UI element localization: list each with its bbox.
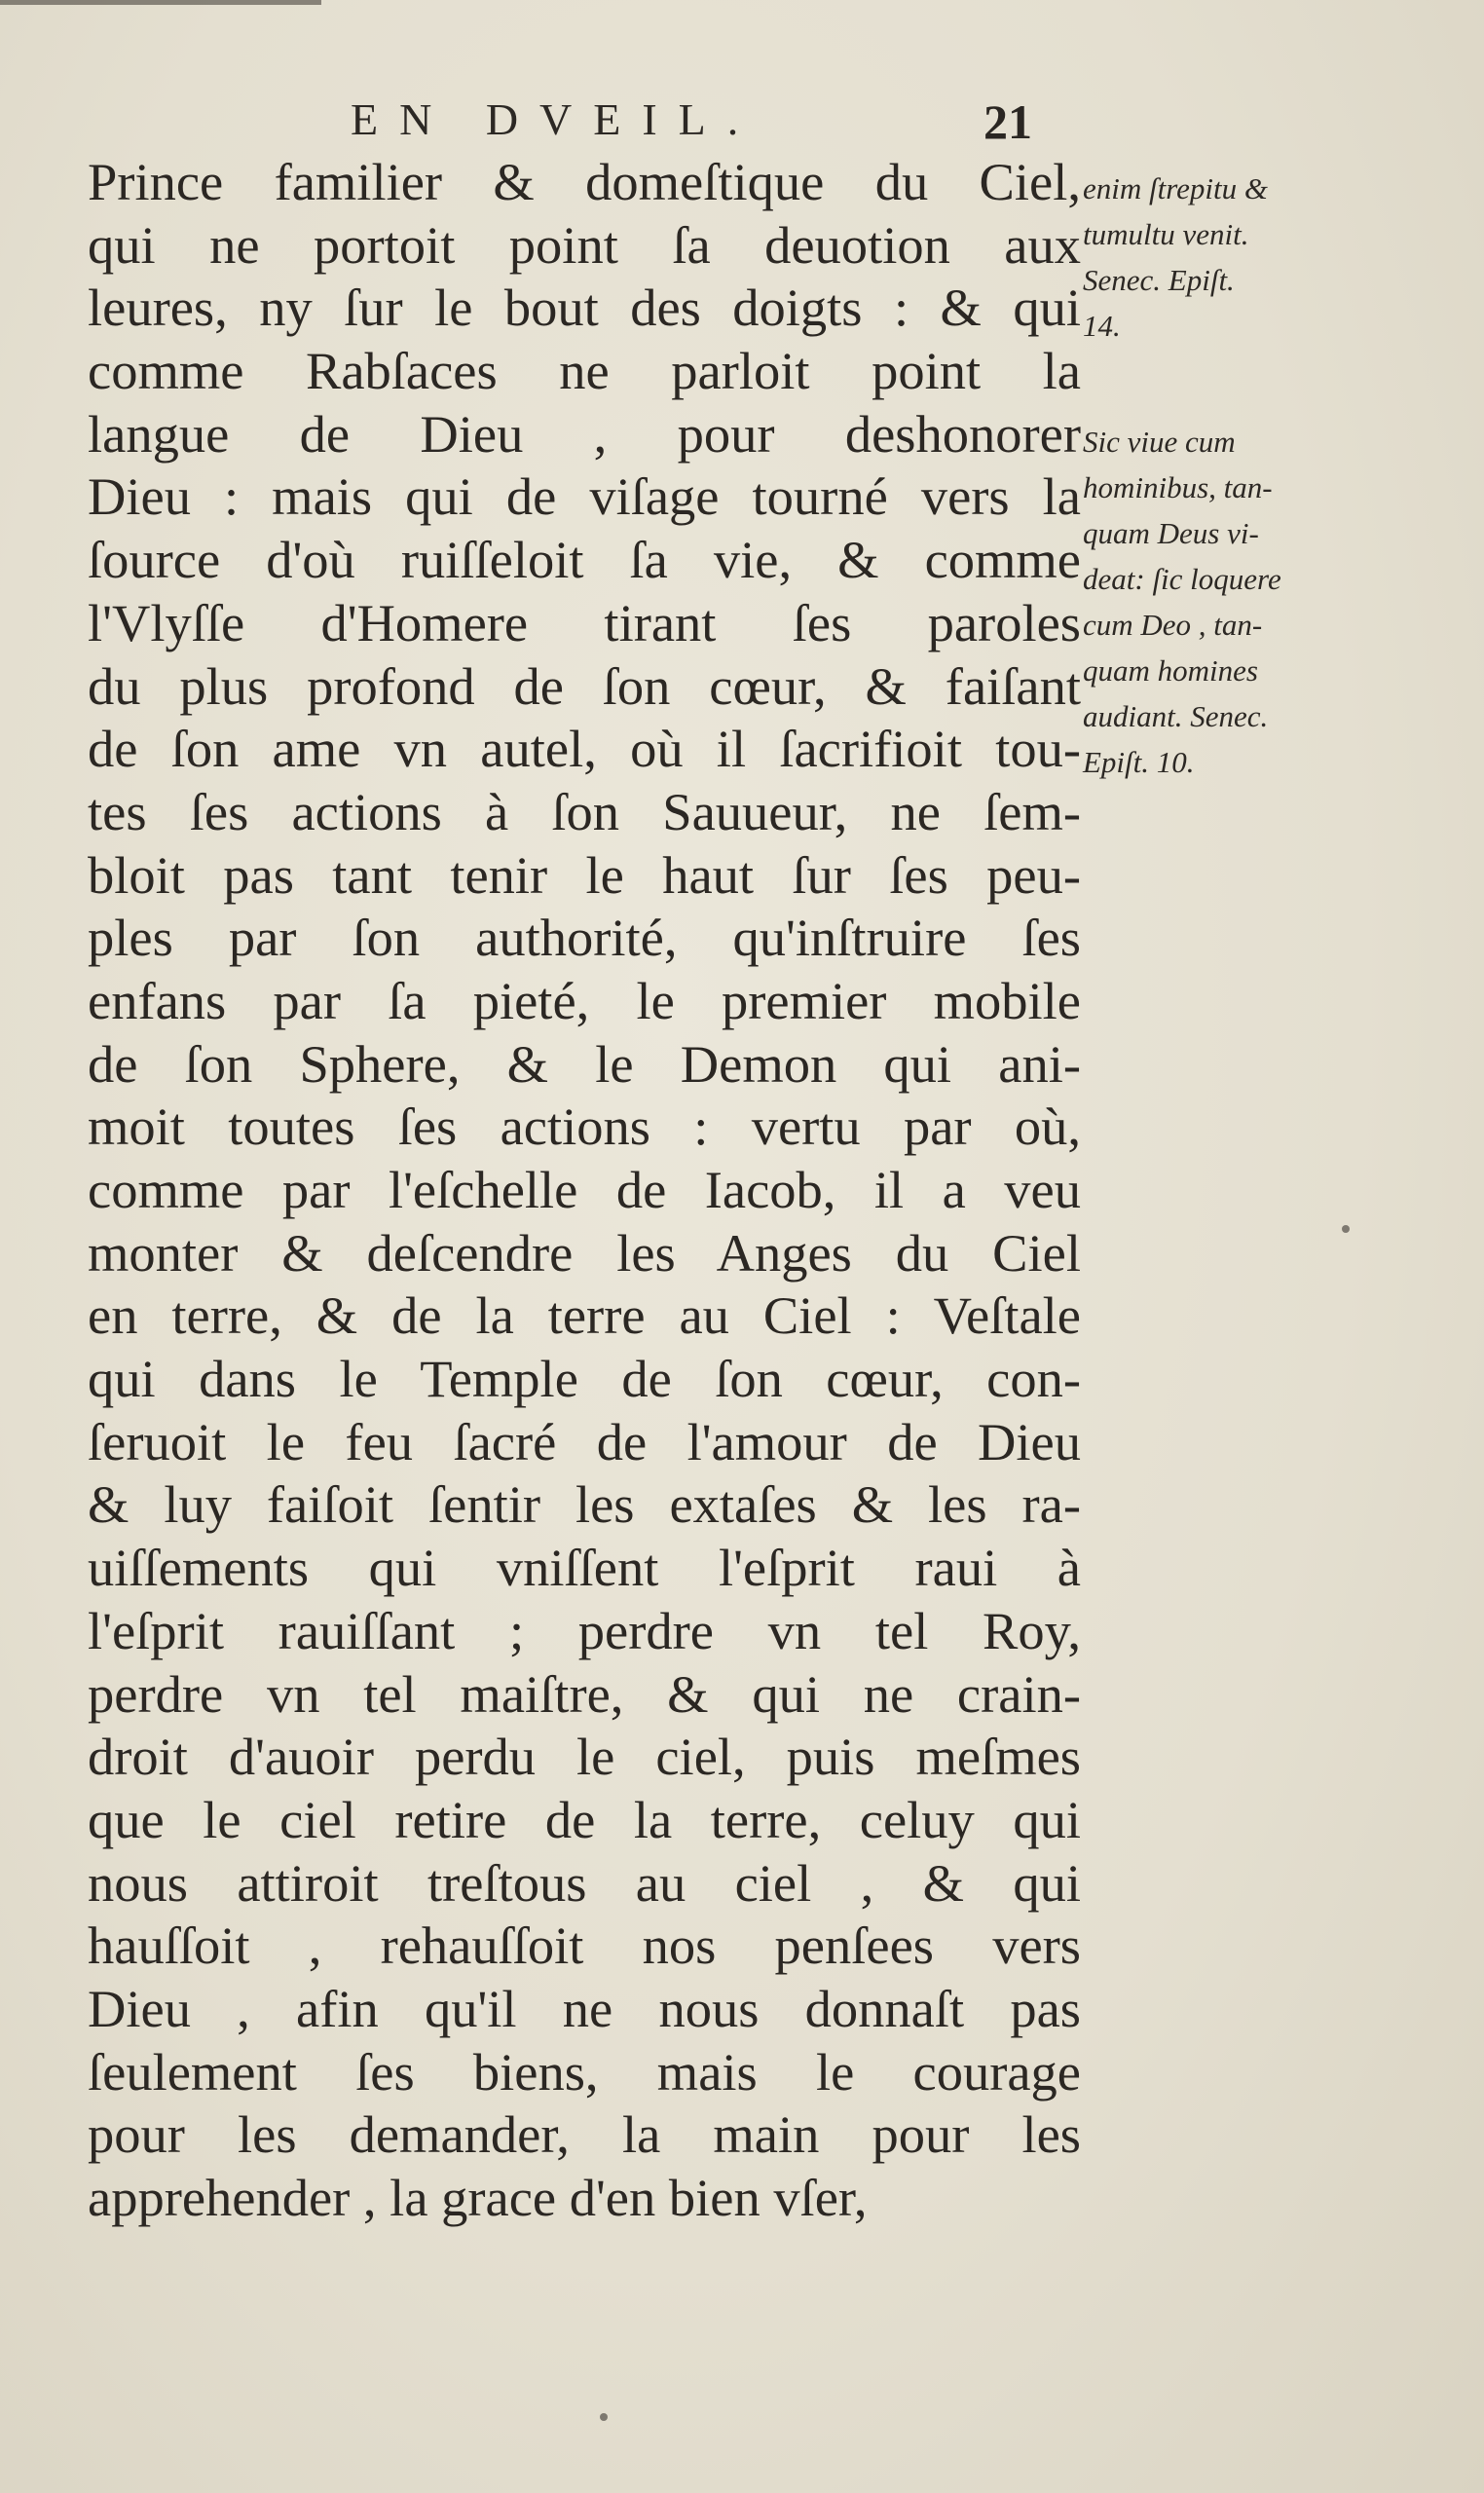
text-line: apprehender , la grace d'en bien vſer, <box>88 2168 868 2227</box>
text-line: nous attiroit treſtous au ciel , & qui <box>88 1852 1081 1913</box>
text-line: ples par ſon authorité, qu'inſtruire ſes <box>88 908 1081 968</box>
ink-speck <box>1342 1225 1350 1233</box>
marginal-note-line: tumultu venit. <box>1083 217 1249 251</box>
marginal-note-line: enim ſtrepitu & <box>1083 171 1268 205</box>
body-text <box>88 151 1081 2230</box>
marginal-note-line: deat: ſic loquere <box>1083 562 1281 596</box>
ink-speck <box>600 2413 608 2421</box>
text-line: perdre vn tel maiſtre, & qui ne crain- <box>88 1663 1081 1724</box>
text-line: qui dans le Temple de ſon cœur, con- <box>88 1349 1081 1409</box>
text-line: langue de Dieu , pour deshonorer <box>88 403 1081 464</box>
marginal-note-line: Sic viue cum <box>1083 425 1236 459</box>
text-line: Dieu : mais qui de viſage tourné vers la <box>88 466 1081 527</box>
text-line: leures, ny ſur le bout des doigts : & qui <box>88 278 1081 338</box>
text-line: comme par l'eſchelle de Iacob, il a veu <box>88 1160 1081 1219</box>
text-line: qui ne portoit point ſa deuotion aux <box>88 214 1081 275</box>
text-line: du plus profond de ſon cœur, & faiſant <box>88 655 1081 716</box>
text-line: que le ciel retire de la terre, celuy qui <box>88 1789 1081 1849</box>
marginal-note-line: cum Deo , tan- <box>1083 608 1263 642</box>
text-line: uiſſements qui vniſſent l'eſprit raui à <box>88 1538 1081 1598</box>
text-line: ſeruoit le feu ſacré de l'amour de Dieu <box>88 1411 1081 1471</box>
running-head: EN DVEIL. <box>351 94 761 144</box>
marginal-note-line: quam homines <box>1083 653 1258 688</box>
text-line: de ſon ame vn autel, où il ſacrifioit tou- <box>88 719 1081 779</box>
text-line: ſeulement ſes biens, mais le courage <box>88 2041 1081 2102</box>
text-line: bloit pas tant tenir le haut ſur ſes peu- <box>88 844 1081 905</box>
text-line: hauſſoit , rehauſſoit nos penſees vers <box>88 1916 1081 1976</box>
marginal-note-line: hominibus, tan- <box>1083 470 1273 504</box>
text-line: monter & deſcendre les Anges du Ciel <box>88 1222 1081 1283</box>
text-line: moit toutes ſes actions : vertu par où, <box>88 1097 1081 1157</box>
text-line: & luy faiſoit ſentir les extaſes & les ra- <box>88 1474 1081 1535</box>
text-line: tes ſes actions à ſon Sauueur, ne ſem- <box>88 781 1081 841</box>
marginal-note-line: Epiſt. 10. <box>1083 745 1195 779</box>
page-number: 21 <box>983 94 1032 149</box>
text-line: ſource d'où ruiſſeloit ſa vie, & comme <box>88 530 1081 590</box>
text-line: droit d'auoir perdu le ciel, puis meſmes <box>88 1727 1081 1787</box>
text-line: enfans par ſa pieté, le premier mobile <box>88 970 1081 1030</box>
text-line: Prince familier & domeſtique du Ciel, <box>88 152 1081 211</box>
marginal-note-line: 14. <box>1083 309 1121 343</box>
marginal-note-seneca-14 <box>1083 166 1375 349</box>
marginal-note-seneca-10 <box>1083 419 1375 785</box>
text-line: de ſon Sphere, & le Demon qui ani- <box>88 1033 1081 1094</box>
marginal-note-line: Senec. Epiſt. <box>1083 263 1235 297</box>
text-line: comme Rabſaces ne parloit point la <box>88 341 1081 401</box>
text-line: en terre, & de la terre au Ciel : Veſtale <box>88 1285 1081 1346</box>
text-line: l'Vlyſſe d'Homere tirant ſes paroles <box>88 592 1081 652</box>
top-edge-rule <box>0 0 321 5</box>
marginal-note-line: quam Deus vi- <box>1083 516 1259 550</box>
text-line: Dieu , afin qu'il ne nous donnaſt pas <box>88 1978 1081 2038</box>
marginal-note-line: audiant. Senec. <box>1083 699 1269 733</box>
text-line: pour les demander, la main pour les <box>88 2104 1081 2165</box>
text-line: l'eſprit rauiſſant ; perdre vn tel Roy, <box>88 1600 1081 1660</box>
